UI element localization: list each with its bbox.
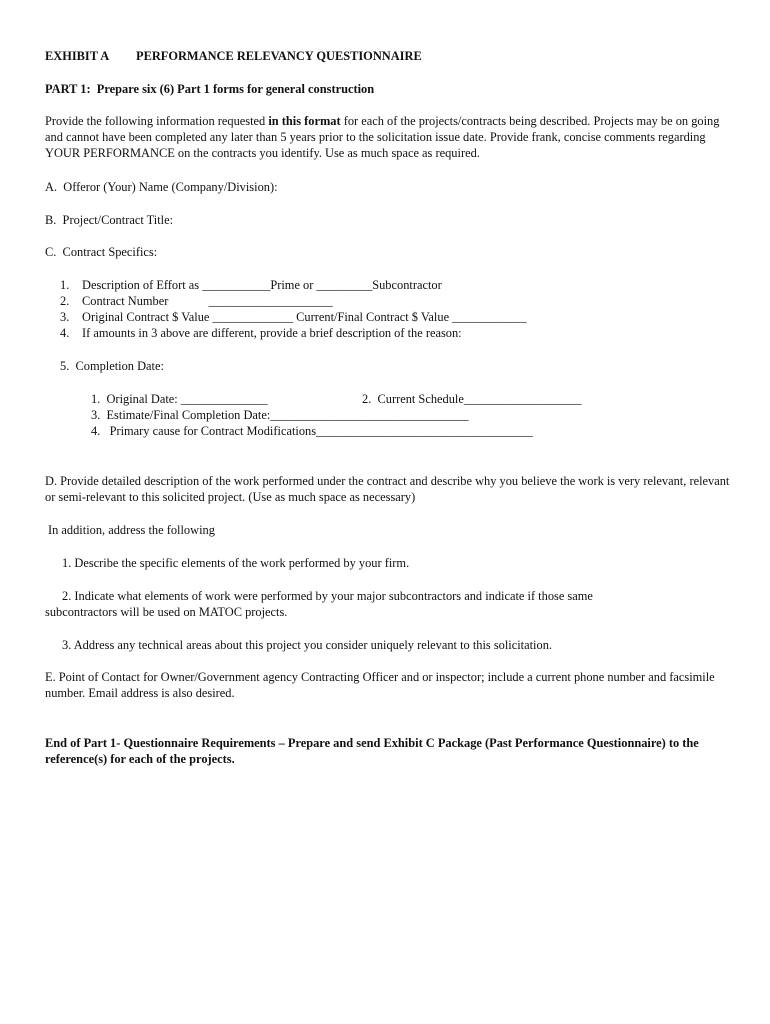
item-describe: 1. Describe the specific elements of the work performed by your firm. — [62, 556, 410, 570]
list-item-text: Description of Effort as ___________Prime or _________Subcontractor — [82, 278, 442, 292]
primary-cause: 4. Primary cause for Contract Modifications___________________________________ — [91, 424, 533, 438]
list-item-number: 1. — [60, 278, 70, 292]
list-item-text: If amounts in 3 above are different, provide a brief description of the reason: — [82, 326, 462, 340]
list-item-number: 2. — [60, 294, 70, 308]
part1-label: PART 1 — [45, 82, 87, 96]
section-b: B. Project/Contract Title: — [45, 213, 174, 227]
intro-paragraph — [45, 113, 735, 161]
current-schedule: 2. Current Schedule___________________ — [362, 392, 582, 406]
intro-after: for each of the projects/contracts being described. Projects may be on going and cannot have been completed any later than 5 years prior to the solicitation issue date. Provide frank, concise comments regarding YOUR PERFORMANCE on the contracts you identify. Use as much space as required. — [45, 114, 720, 160]
intro-emphasis: in this format — [268, 114, 341, 128]
section-e: E. Point of Contact for Owner/Government agency Contracting Officer and or inspector; include a current phone number and facsimile number. Email address is also desired. — [45, 670, 715, 700]
intro-before: Provide the following information requested — [45, 114, 269, 128]
item-subcontractors-cont: subcontractors will be used on MATOC projects. — [45, 605, 288, 619]
addition-label: In addition, address the following — [48, 523, 215, 537]
completion-label: 5. Completion Date: — [60, 359, 164, 373]
original-date: 1. Original Date: ______________ — [91, 392, 268, 406]
list-item-number: 4. — [60, 326, 70, 340]
item-technical: 3. Address any technical areas about this project you consider uniquely relevant to this solicitation. — [62, 638, 552, 652]
document-title: PERFORMANCE RELEVANCY QUESTIONNAIRE — [136, 49, 422, 63]
list-item-text: Original Contract $ Value _____________ Current/Final Contract $ Value ____________ — [82, 310, 527, 324]
section-d: D. Provide detailed description of the work performed under the contract and describe why you believe the work is very relevant, relevant or semi-relevant to this solicited project. (Use as much space as necessary) — [45, 474, 730, 504]
section-c: C. Contract Specifics: — [45, 245, 158, 259]
item-subcontractors: 2. Indicate what elements of work were performed by your major subcontractors and indicate if those same — [62, 589, 593, 603]
estimate-completion: 3. Estimate/Final Completion Date:________________________________ — [91, 408, 469, 422]
list-item-text: Contract Number ____________________ — [82, 294, 333, 308]
list-item-number: 3. — [60, 310, 70, 324]
end-note: End of Part 1- Questionnaire Requirements – Prepare and send Exhibit C Package (Past Performance Questionnaire) to the reference(s) for each of the projects. — [45, 736, 699, 766]
section-a: A. Offeror (Your) Name (Company/Division): — [45, 180, 278, 194]
exhibit-label: EXHIBIT A — [45, 49, 110, 63]
part1-text: : Prepare six (6) Part 1 forms for general construction — [86, 82, 375, 96]
part1-heading — [45, 81, 374, 97]
